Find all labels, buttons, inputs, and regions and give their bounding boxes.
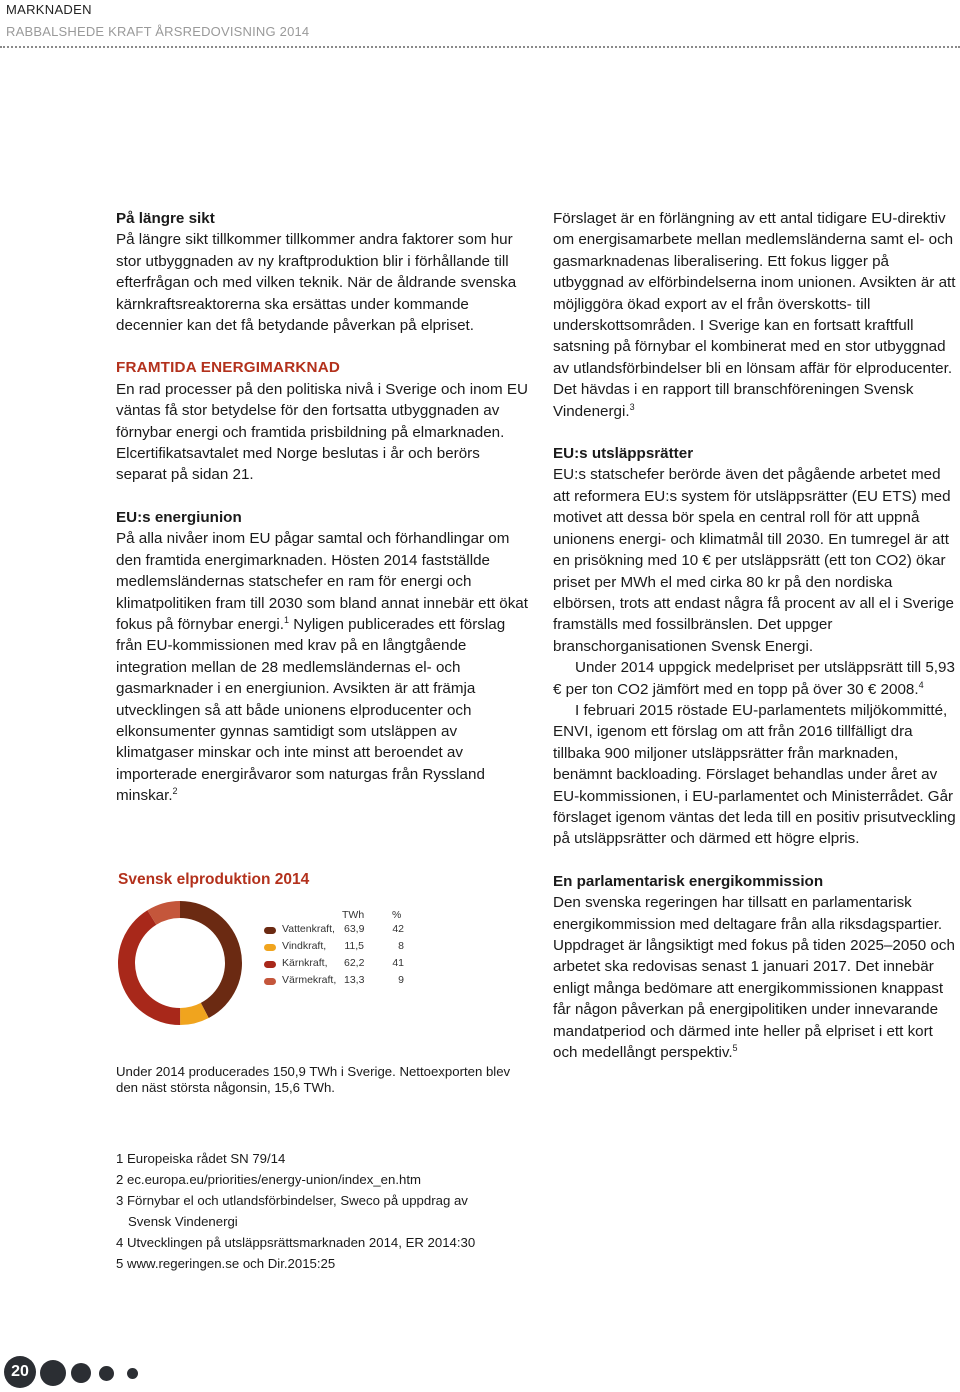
legend-twh: 62,2	[344, 957, 365, 969]
footnote-line: 4 Utvecklingen på utsläppsrättsmarknaden 2014, ER 2014:30	[116, 1235, 476, 1250]
footnote-line: 3 Förnybar el och utlandsförbindelser, Sweco på uppdrag av	[116, 1193, 468, 1208]
pager-dot	[99, 1366, 114, 1381]
footnote-item	[116, 1232, 536, 1253]
publication-title: RABBALSHEDE KRAFT ÅRSREDOVISNING 2014	[6, 24, 310, 39]
paragraph-energy-union	[116, 528, 528, 806]
legend-name: Värmekraft,	[282, 974, 337, 986]
emission-2-text: Under 2014 uppgick medelpriset per utsläppsrätt till 5,93 € per ton CO2 jämfört med en topp på över 30 € 2008.	[553, 659, 955, 698]
heading-emission-allowances: EU:s utsläppsrätter	[553, 445, 694, 463]
chart-caption: Under 2014 producerades 150,9 TWh i Sverige. Nettoexporten blev den näst största någonsin, 15,6 TWh.	[116, 1064, 511, 1096]
page-number: 20	[4, 1356, 36, 1388]
footnote-ref-1[interactable]: 1	[284, 614, 290, 625]
footnote-ref-3[interactable]: 3	[629, 401, 635, 412]
paragraph-emission-1: EU:s statschefer berörde även det pågående arbetet med att reformera EU:s system för utsläppsrätter (EU ETS) med motivet att dessa bör spela en central roll för att uppnå unionens energi- och klimatmål till 2030. En tumregel är att en prisökning med 10 € per utsläppsrätt (ett ton CO2) ökar priset per MWh el med cirka 80 kr på den nordiska elbörsen, trots att endast några få procent av all el i Sverige framställs med fossilbränslen. Det uppger branschorganisationen Svensk Energi.	[553, 466, 955, 655]
footnote-item	[116, 1148, 536, 1169]
legend-twh: 13,3	[344, 974, 365, 986]
footnote-item	[116, 1253, 536, 1274]
legend-header-percent: %	[392, 909, 402, 921]
legend-percent: 8	[398, 940, 404, 952]
legend-header-twh: TWh	[342, 909, 365, 921]
legend-percent: 41	[392, 957, 404, 969]
right-column	[553, 208, 957, 1063]
paragraph-future-energy-market: En rad processer på den politiska nivå i Sverige och inom EU väntas få stor betydelse för den fortsatta utbyggnaden av förnybar energi och framtida prisbildning på elmarknaden. Elcertifikatsavtalet med Norge beslutas i år och berörs separat på sidan 21.	[116, 380, 528, 484]
paragraph-proposal	[553, 208, 957, 422]
legend-twh: 63,9	[344, 923, 365, 935]
legend-twh: 11,5	[344, 940, 364, 952]
paragraph-longer-term: På längre sikt tillkommer tillkommer andra faktorer som hur stor utbyggnaden av ny kraftproduktion blir i förhållande till efterfrågan och med vilken teknik. När de åldrande svenska kärnkraftsreaktorerna ska ersättas under kommande decennier kan det få betydande påverkan på elpriset.	[116, 231, 517, 335]
energy-commission-text: Den svenska regeringen har tillsatt en parlamentarisk energikommission med deltagare från alla riksdagspartier. Uppdraget är långsiktigt med fokus på tiden 2025–2050 och arbetet ska redovisas senast 1 januari 2017. Det innebär enligt många bedömare att energikommissionen knappast får någon påverkan på energipolitiken under innevarande mandatperiod och därmed inte heller på elpriset i ett kort och medellångt perspektiv.	[553, 894, 955, 1062]
energy-union-text-b: Nyligen publicerades ett förslag från EU-kommissionen med krav på en långtgående integration mellan de 28 medlemsländernas el- och gasmarknader i en energiunion. Avsikten är att främja utvecklingen så att både unionens elproducenter och elkonsumenter gynnas samtidigt som utsläppen av klimatgaser minskar och inte minst att beroendet av importerade energiråvaror som naturgas från Ryssland minskar.	[116, 615, 506, 805]
header-divider	[0, 46, 960, 48]
paragraph-emission-3: I februari 2015 röstade EU-parlamentets miljökommitté, ENVI, igenom ett förslag om att från 2016 tillfälligt dra tillbaka 900 miljoner utsläppsrätter från marknaden, benämnt backloading. Förslaget behandlas under året av EU-kommissionen, i EU-parlamentet och Ministerrådet. Går förslaget igenom väntas det leda till en positiv prisutveckling på utsläppsrätter och därmed ett högre elpris.	[553, 701, 956, 848]
footnote-ref-5[interactable]: 5	[732, 1042, 738, 1053]
footnote-line: 1 Europeiska rådet SN 79/14	[116, 1151, 286, 1166]
donut-chart	[117, 900, 243, 1026]
energy-union-text-a: På alla nivåer inom EU pågar samtal och förhandlingar om den framtida energimarknaden. Hösten 2014 fastställde medlemsländernas statschefer en ram för energi och klimatpolitiken fram till 2030 som bland annat innebär ett ökat fokus på förnybar energi.	[116, 530, 528, 633]
legend-swatch-thermal	[264, 978, 276, 985]
pager-dot	[127, 1368, 138, 1379]
pager-dot	[71, 1363, 91, 1383]
legend-percent: 9	[398, 974, 404, 986]
footnote-line[interactable]: 2 ec.europa.eu/priorities/energy-union/index_en.htm	[116, 1172, 421, 1187]
legend-swatch-wind	[264, 944, 276, 951]
section-title: MARKNADEN	[6, 2, 92, 17]
footnote-line[interactable]: 5 www.regeringen.se och Dir.2015:25	[116, 1256, 336, 1271]
legend-name: Vattenkraft,	[282, 923, 335, 935]
chart-title: Svensk elproduktion 2014	[118, 871, 310, 888]
legend-swatch-nuclear	[264, 961, 276, 968]
footnote-item	[116, 1190, 536, 1232]
footnote-ref-4[interactable]: 4	[918, 679, 924, 690]
donut-slice-nuclear	[118, 910, 180, 1025]
legend-name: Vindkraft,	[282, 940, 327, 952]
pager-dot	[40, 1360, 66, 1386]
paragraph-energy-commission	[553, 892, 957, 1063]
footnote-item	[116, 1169, 536, 1190]
legend-swatch-hydro	[264, 927, 276, 934]
footnote-ref-2[interactable]: 2	[172, 786, 178, 797]
left-column	[116, 208, 528, 807]
heading-longer-term: På längre sikt	[116, 210, 215, 227]
footnotes	[116, 1148, 536, 1274]
donut-slice-hydro	[180, 901, 242, 1018]
heading-future-energy-market: FRAMTIDA ENERGIMARKNAD	[116, 359, 341, 377]
heading-energy-commission: En parlamentarisk energikommission	[553, 872, 824, 890]
proposal-text: Förslaget är en förlängning av ett antal tidigare EU-direktiv om energisamarbete mellan medlemsländerna samt el- och gasmarknadenas liberalisering. Ett fokus ligger på utbyggnad av elförbindelserna inom unionen. Avsikten är att möjliggöra ökad export av el från överskotts- till underskottsområden. I Sverige kan en fortsatt kraftfull satsning på förnybar el kombinerat med en stor utbyggnad av utlandsförbindelser bli en lönsam affär för elproducenter. Det hävdas i en rapport till branschföreningen Svensk Vindenergi.	[553, 210, 956, 420]
heading-energy-union: EU:s energiunion	[116, 508, 242, 526]
paragraph-emission-2	[553, 657, 957, 700]
footnote-line-continued: Svensk Vindenergi	[128, 1214, 238, 1229]
legend-name: Kärnkraft,	[282, 957, 328, 969]
legend-percent: 42	[392, 923, 404, 935]
